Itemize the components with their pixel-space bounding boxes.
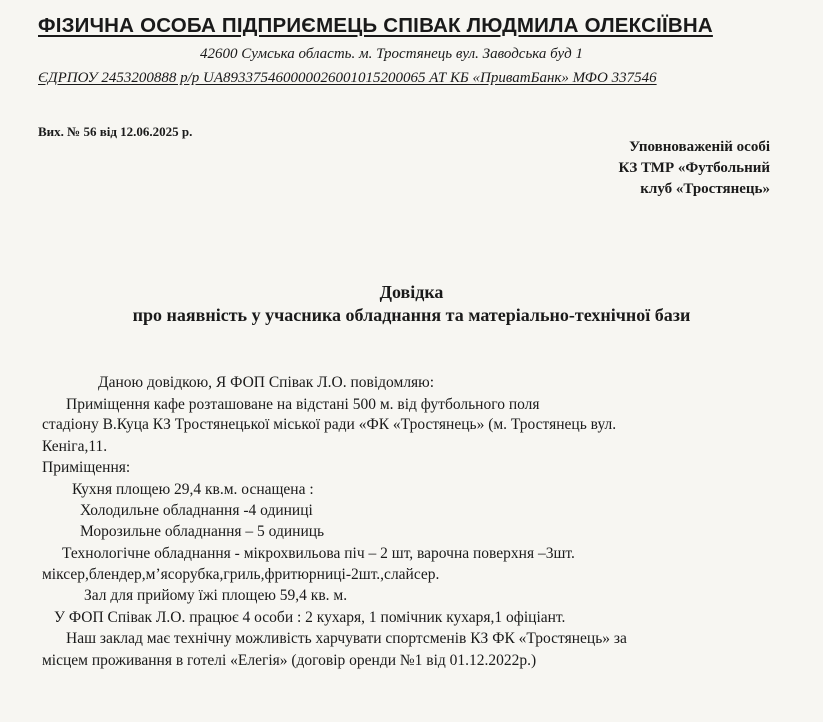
body-line: Технологічне обладнання - мікрохвильова піч – 2 шт, варочна поверхня –3шт. xyxy=(62,545,575,562)
outgoing-reference: Вих. № 56 від 12.06.2025 р. xyxy=(38,124,193,139)
body-line: У ФОП Співак Л.О. працює 4 особи : 2 кухаря, 1 помічник кухаря,1 офіціант. xyxy=(54,609,566,626)
body-line: Кеніга,11. xyxy=(42,438,108,455)
body-line: місцем проживання в готелі «Елегія» (договір оренди №1 від 01.12.2022р.) xyxy=(42,652,537,669)
body-line: міксер,блендер,м’ясорубка,гриль,фритюрниці-2шт.,слайсер. xyxy=(42,566,440,583)
body-line: Приміщення: xyxy=(42,459,131,476)
body-line: Приміщення кафе розташоване на відстані 500 м. від футбольного поля xyxy=(66,396,540,413)
document-subtitle: про наявність у учасника обладнання та матеріально-технічної бази xyxy=(132,305,691,325)
body-line: Морозильне обладнання – 5 одиниць xyxy=(80,523,325,540)
body-line: Наш заклад має технічну можливість харчувати спортсменів КЗ ФК «Тростянець» за xyxy=(66,630,627,647)
bank-details: ЄДРПОУ 2453200888 р/р UA893375460000026001015200065 АТ КБ «ПриватБанк» МФО 337546 xyxy=(38,70,657,86)
body-line: Холодильне обладнання -4 одиниці xyxy=(80,502,313,519)
body-line: Зал для прийому їжі площею 59,4 кв. м. xyxy=(84,587,348,604)
entity-name: ФІЗИЧНА ОСОБА ПІДПРИЄМЕЦЬ СПІВАК ЛЮДМИЛА ОЛЕКСІЇВНА xyxy=(38,14,713,37)
entity-address: 42600 Сумська область. м. Тростянець вул. Заводська буд 1 xyxy=(200,46,583,62)
body-line: Даною довідкою, Я ФОП Співак Л.О. повідомляю: xyxy=(98,374,435,391)
body-line: стадіону В.Куца КЗ Тростянецької міської ради «ФК «Тростянець» (м. Тростянець вул. xyxy=(42,416,617,433)
recipient-line: Уповноваженій особі xyxy=(629,139,770,155)
recipient-line: КЗ ТМР «Футбольний xyxy=(618,160,770,176)
document-title: Довідка xyxy=(379,282,444,302)
body-line: Кухня площею 29,4 кв.м. оснащена : xyxy=(72,481,314,498)
recipient-line: клуб «Тростянець» xyxy=(640,181,770,197)
recipient-block xyxy=(618,137,770,200)
